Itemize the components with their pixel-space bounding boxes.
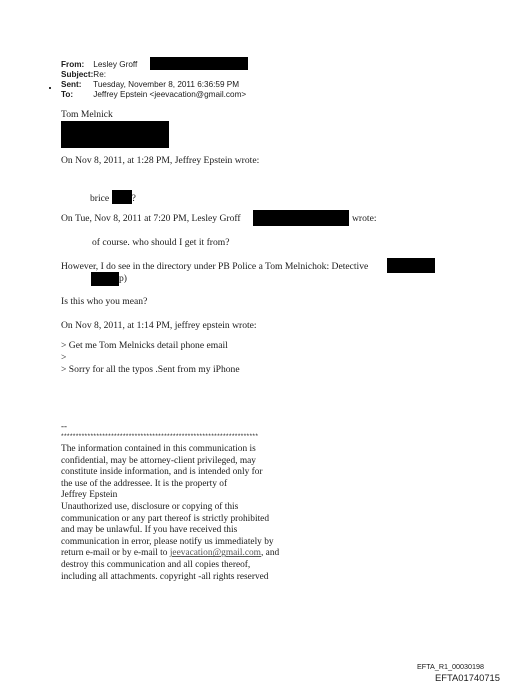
- to-value: Jeffrey Epstein <jeevacation@gmail.com>: [93, 90, 247, 99]
- scan-dot: [49, 87, 51, 89]
- email-link[interactable]: jeevacation@gmail.com: [169, 548, 261, 559]
- bates-ref-2: EFTA01740715: [435, 672, 500, 683]
- wrote-line-2: On Tue, Nov 8, 2011 at 7:20 PM, Lesley Groff: [61, 213, 241, 224]
- name-line: Tom Melnick: [61, 109, 113, 120]
- sent-row: [61, 80, 239, 90]
- disclaimer-line: destroy this communication and all copies thereof,: [61, 559, 251, 570]
- brice-line: [90, 190, 136, 205]
- sent-label: Sent:: [61, 80, 82, 89]
- brice-text: brice: [90, 193, 110, 204]
- disclaimer-line: Jeffrey Epstein: [61, 490, 118, 501]
- sent-value: Tuesday, November 8, 2011 6:36:59 PM: [93, 80, 240, 89]
- brice-suffix: ?: [131, 193, 136, 204]
- however-line-2-suffix: p): [119, 273, 127, 284]
- redaction-brice: [112, 190, 132, 204]
- disclaimer-line: constitute inside information, and is intended only for: [61, 467, 263, 478]
- disclaimer-line: including all attachments. copyright -all rights reserved: [61, 571, 269, 582]
- disclaimer-line: The information contained in this communication is: [61, 444, 256, 454]
- disclaimer-line: the use of the addressee. It is the property of: [61, 478, 228, 489]
- disclaimer-line: communication or any part thereof is strictly prohibited: [61, 513, 270, 524]
- disclaimer-line: communication in error, please notify us immediately by: [61, 536, 274, 547]
- disclaimer-line: Unauthorized use, disclosure or copying of this: [61, 501, 239, 512]
- however-line-1: However, I do see in the directory under PB Police a Tom Melnichok: Detective: [61, 261, 369, 272]
- disclaimer-line: and may be unlawful. If you have received this: [61, 525, 238, 536]
- wrote-line-2-end: wrote:: [352, 213, 377, 224]
- redaction-however-2: [91, 272, 119, 286]
- redaction-however-1: [387, 258, 435, 273]
- redaction-wrote-2: [253, 210, 349, 226]
- subject-label: Subject:: [61, 70, 94, 79]
- signature-dashes: --: [61, 421, 67, 431]
- from-row: [61, 60, 137, 70]
- quote-line-1: > Get me Tom Melnicks detail phone email: [61, 340, 228, 351]
- signature-stars: *******************************************************************: [61, 433, 259, 440]
- subject-row: [61, 70, 106, 80]
- to-label: To:: [61, 90, 74, 99]
- of-course-line: of course. who should I get it from?: [92, 237, 230, 248]
- subject-value: Re:: [93, 70, 107, 79]
- wrote-line-1: On Nov 8, 2011, at 1:28 PM, Jeffrey Epstein wrote:: [61, 155, 260, 166]
- disclaimer-line: confidential, may be attorney-client privileged, may: [61, 455, 256, 466]
- from-value: Lesley Groff: [93, 60, 138, 69]
- redaction-from: [150, 57, 248, 70]
- quote-line-2: >: [61, 352, 67, 363]
- bates-ref-1: EFTA_R1_00030198: [417, 662, 484, 671]
- disclaimer-block: [61, 444, 279, 583]
- from-label: From:: [61, 60, 85, 69]
- quote-line-3: > Sorry for all the typos .Sent from my iPhone: [61, 364, 240, 375]
- to-row: [61, 90, 246, 100]
- wrote-line-3: On Nov 8, 2011, at 1:14 PM, jeffrey epstein wrote:: [61, 320, 257, 331]
- question-line: Is this who you mean?: [61, 296, 148, 307]
- redaction-name-block: [61, 121, 169, 148]
- disclaimer-line-email: return e-mail or by e-mail to jeevacation@gmail.com, and: [61, 548, 280, 559]
